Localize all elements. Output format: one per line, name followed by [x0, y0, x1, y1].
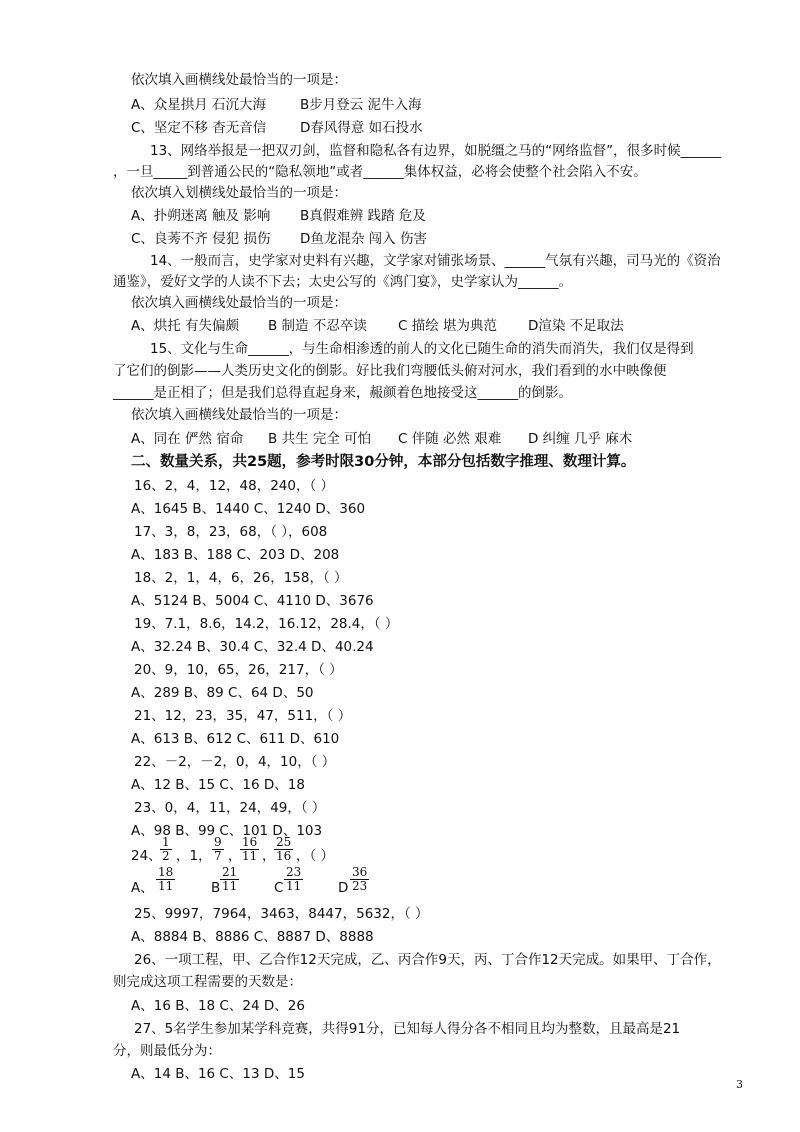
- q24-option-a-denominator: 11: [158, 879, 174, 893]
- option-13-a: A、扑朔迷离 触及 影响: [131, 208, 271, 224]
- q24-option-c-numerator: 23: [286, 865, 302, 879]
- instruction-13: 依次填入划横线处最恰当的一项是：: [131, 185, 347, 201]
- instruction-14: 依次填入画横线处最恰当的一项是：: [131, 295, 347, 311]
- q24-option-a-fraction: [156, 866, 175, 893]
- options-16: A、1645 B、1440 C、1240 D、360: [131, 501, 366, 517]
- q24-fraction-2: [212, 836, 224, 863]
- q24-option-a-label: A、: [131, 880, 154, 896]
- option-15-a: A、同在 俨然 宿命: [131, 431, 244, 447]
- option-14-b: B 制造 不忍卒读: [268, 318, 367, 334]
- q24-middle: ，1，: [176, 848, 212, 864]
- q24-fraction-3-denominator: 11: [242, 849, 258, 863]
- option-15-b: B 共生 完全 可怕: [268, 431, 372, 447]
- question-15-line3: ______是正相了；但是我们总得直起身来，赧颜着色地接受这______的倒影。: [113, 385, 572, 401]
- q24-option-a-numerator: 18: [158, 865, 174, 879]
- q24-option-c-denominator: 11: [286, 879, 302, 893]
- question-20: 20、9，10，65，26，217，（ ）: [134, 662, 343, 678]
- q24-option-d-fraction: [350, 866, 369, 893]
- instruction-12: 依次填入画横线处最恰当的一项是：: [131, 72, 347, 88]
- q24-fraction-4: [274, 836, 293, 863]
- q24-option-c-fraction: [284, 866, 303, 893]
- options-17: A、183 B、188 C、203 D、208: [131, 547, 340, 563]
- q24-fraction-1: [160, 836, 172, 863]
- option-14-c: C 描绘 堪为典范: [398, 318, 498, 334]
- question-15-line2: 了它们的倒影——人类历史文化的倒影。好比我们弯腰低头俯对河水，我们看到的水中映像便: [113, 363, 667, 379]
- q24-option-d-denominator: 23: [352, 879, 368, 893]
- options-26: A、16 B、18 C、24 D、26: [131, 998, 305, 1014]
- question-25: 25、9997，7964，3463，8447，5632，（ ）: [134, 906, 429, 922]
- question-14-line2: 通鉴》，爱好文学的人读不下去；太史公写的《鸿门宴》，史学家认为______。: [113, 274, 572, 290]
- options-27: A、14 B、16 C、13 D、15: [131, 1066, 305, 1082]
- option-15-c: C 伴随 必然 艰难: [398, 431, 502, 447]
- q24-fraction-2-numerator: 9: [214, 835, 222, 849]
- question-21: 21、12，23，35，47，511，（ ）: [134, 708, 352, 724]
- options-18: A、5124 B、5004 C、4110 D、3676: [131, 593, 374, 609]
- q24-fraction-4-denominator: 16: [276, 849, 292, 863]
- q24-comma-1: ，: [228, 848, 242, 864]
- options-19: A、32.24 B、30.4 C、32.4 D、40.24: [131, 639, 374, 655]
- option-13-b: B真假难辨 践踏 危及: [300, 208, 426, 224]
- q24-option-d-label: D: [338, 880, 349, 896]
- option-14-d: D渲染 不足取法: [528, 318, 624, 334]
- question-22: 22、－2，－2，0，4，10，（ ）: [134, 754, 336, 770]
- q24-option-b-fraction: [220, 866, 239, 893]
- q24-option-b-label: B: [211, 880, 221, 896]
- q24-fraction-3-numerator: 16: [242, 835, 258, 849]
- question-14-line1: 14、一般而言，史学家对史料有兴趣，文学家对铺张场景、______气氛有兴趣，司马光的《资治: [150, 253, 721, 269]
- option-14-a: A、烘托 有失偏颇: [131, 318, 240, 334]
- question-24-label: 24、: [131, 848, 162, 864]
- q24-fraction-1-denominator: 2: [162, 849, 170, 863]
- question-26-line2: 则完成这项工程需要的天数是：: [113, 974, 302, 990]
- q24-fraction-4-numerator: 25: [276, 835, 292, 849]
- question-19: 19、7.1，8.6，14.2，16.12，28.4，（ ）: [134, 616, 399, 632]
- q24-comma-2: ，: [262, 848, 276, 864]
- question-17: 17、3，8，23，68，（ ），608: [134, 524, 328, 540]
- option-12-a: A、众星拱月 石沉大海: [131, 97, 267, 113]
- question-15-line1: 15、文化与生命______，与生命相渗透的前人的文化已随生命的消失而消失，我们仅是得到: [150, 341, 694, 357]
- option-12-d: D春风得意 如石投水: [300, 120, 423, 136]
- question-27-line1: 27、5名学生参加某学科竞赛，共得91分，已知每人得分各不相同且均为整数，且最高是21: [134, 1021, 681, 1037]
- options-21: A、613 B、612 C、611 D、610: [131, 731, 340, 747]
- q24-option-c-label: C: [274, 880, 284, 896]
- section-heading: 二、数量关系，共25题，参考时限30分钟，本部分包括数字推理、数理计算。: [131, 454, 636, 470]
- question-23: 23、0，4，11，24，49，（ ）: [134, 800, 326, 816]
- question-13-line1: 13、网络举报是一把双刃剑，监督和隐私各有边界，如脱缰之马的“网络监督”，很多时候______: [150, 143, 722, 159]
- q24-end: ，（ ）: [296, 848, 335, 864]
- q24-fraction-1-numerator: 1: [162, 835, 170, 849]
- instruction-15: 依次填入画横线处最恰当的一项是：: [131, 407, 347, 423]
- q24-option-b-denominator: 11: [222, 879, 238, 893]
- question-27-line2: 分，则最低分为：: [113, 1043, 221, 1059]
- option-12-c: C、坚定不移 杳无音信: [131, 120, 267, 136]
- option-15-d: D 纠缠 几乎 麻木: [528, 431, 633, 447]
- question-26-line1: 26、一项工程，甲、乙合作12天完成，乙、丙合作9天，丙、丁合作12天完成。如果甲、丁合作，: [134, 952, 721, 968]
- options-23: A、98 B、99 C、101 D、103: [131, 823, 323, 839]
- q24-option-b-numerator: 21: [222, 865, 238, 879]
- options-20: A、289 B、89 C、64 D、50: [131, 685, 314, 701]
- question-13-line2: ，一旦_____到普通公民的“隐私领地”或者______集体权益，必将会使整个社会陷入不安。: [113, 164, 647, 180]
- option-13-c: C、良莠不齐 侵犯 损伤: [131, 231, 271, 247]
- q24-fraction-3: [240, 836, 259, 863]
- option-12-b: B步月登云 泥牛入海: [300, 97, 422, 113]
- options-22: A、12 B、15 C、16 D、18: [131, 777, 305, 793]
- q24-option-d-numerator: 36: [352, 865, 368, 879]
- question-16: 16、2，4，12，48，240，（ ）: [134, 478, 335, 494]
- options-25: A、8884 B、8886 C、8887 D、8888: [131, 929, 374, 945]
- q24-fraction-2-denominator: 7: [214, 849, 222, 863]
- option-13-d: D鱼龙混杂 闯入 伤害: [300, 231, 427, 247]
- question-18: 18、2，1，4，6，26，158，（ ）: [134, 570, 348, 586]
- page-number: 3: [736, 1078, 743, 1091]
